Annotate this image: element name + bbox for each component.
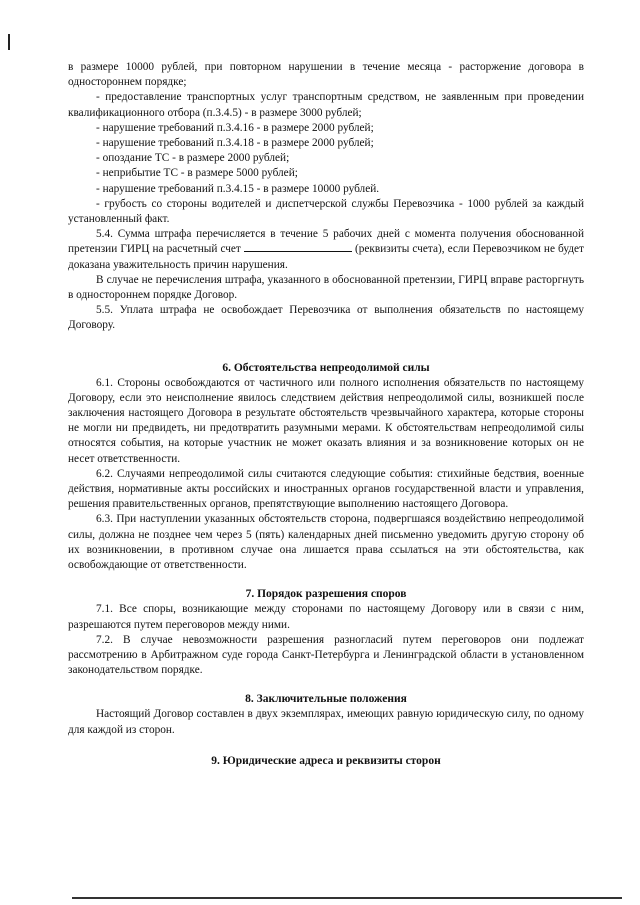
section-7-title: 7. Порядок разрешения споров (245, 588, 407, 601)
paragraph-5-4-start: 5.4. Сумма штрафа перечисляется в течение 5 рабочих дней с момента получения обоснованной претензии ГИРЦ на расчетный счет (68, 228, 584, 256)
penalty-item: - нарушение требований п.3.4.16 - в размере 2000 рублей; (96, 121, 374, 134)
document-page (68, 60, 584, 769)
paragraph-7-1: 7.1. Все споры, возникающие между сторонами по настоящему Договору или в связи с ним, разрешаются путем переговоров между ними. (68, 603, 584, 631)
section-6-title: 6. Обстоятельства непреодолимой силы (222, 361, 430, 374)
penalty-item: - опоздание ТС - в размере 2000 рублей; (96, 152, 290, 165)
paragraph-8-1: Настоящий Договор составлен в двух экземплярах, имеющих равную юридическую силу, по одному для каждой из сторон. (68, 708, 584, 736)
paragraph-5-4-extra: В случае не перечисления штрафа, указанного в обоснованной претензии, ГИРЦ вправе расторгнуть в одностороннем порядке Договор. (68, 273, 584, 302)
scan-artifact-mark (8, 34, 10, 50)
paragraph-5-5: 5.5. Уплата штрафа не освобождает Перевозчика от выполнения обязательств по настоящему Договору. (68, 304, 584, 332)
section-9-title: 9. Юридические адреса и реквизиты сторон (211, 754, 441, 767)
penalty-item: - нарушение требований п.3.4.18 - в размере 2000 рублей; (96, 137, 374, 150)
penalty-item: - предоставление транспортных услуг транспортным средством, не заявленным при проведении квалификационного отбора (п.3.4.5) - в размере 3000 рублей; (68, 91, 584, 119)
paragraph-6-2: 6.2. Случаями непреодолимой силы считаются следующие события: стихийные бедствия, военные действия, нормативные акты российских и иностранных органов государственной власти и управления, решения правительственных органов, препятствующие выполнению настоящего Договора. (68, 467, 584, 511)
paragraph-6-1: 6.1. Стороны освобождаются от частичного или полного исполнения обязательств по настоящему Договору, если это неисполнение явилось следствием действия непреодолимой силы, возникшей после заключения настоящего Договора в результате обстоятельств чрезвычайного характера, которые стороны не могли ни предвидеть, ни предотвратить разумными мерами. К обстоятельствам непреодолимой силы относятся события, на которые участник не может оказать влияния и за возникновение которых он не несет ответственности. (68, 376, 584, 465)
section-8-title: 8. Заключительные положения (245, 693, 407, 706)
scan-artifact-line (72, 897, 622, 899)
penalty-item: - грубость со стороны водителей и диспетчерской службы Перевозчика - 1000 рублей за каждый установленный факт. (68, 197, 584, 226)
penalty-item: - неприбытие ТС - в размере 5000 рублей; (96, 167, 298, 180)
paragraph-5-4 (68, 227, 584, 273)
account-blank-line (244, 242, 352, 252)
penalty-item: - нарушение требований п.3.4.15 - в размере 10000 рублей. (96, 182, 380, 195)
paragraph-6-3: 6.3. При наступлении указанных обстоятельств сторона, подвергшаяся воздействию непреодолимой силы, должна не позднее чем через 5 (пять) календарных дней письменно уведомить другую сторону об их возникновении, в противном случае она лишается права ссылаться на эти обстоятельства, как освобождающие от ответственности. (68, 513, 584, 572)
paragraph-7-2: 7.2. В случае невозможности разрешения разногласий путем переговоров они подлежат рассмотрению в Арбитражном суде города Санкт-Петербурга и Ленинградской области в установленном законодательством порядке. (68, 633, 584, 677)
paragraph-5-4-end: (реквизиты счета), если Перевозчиком не будет доказана уважительность причин нарушения. (68, 243, 584, 271)
intro-paragraph: в размере 10000 рублей, при повторном нарушении в течение месяца - расторжение договора в одностороннем порядке; (68, 61, 584, 89)
